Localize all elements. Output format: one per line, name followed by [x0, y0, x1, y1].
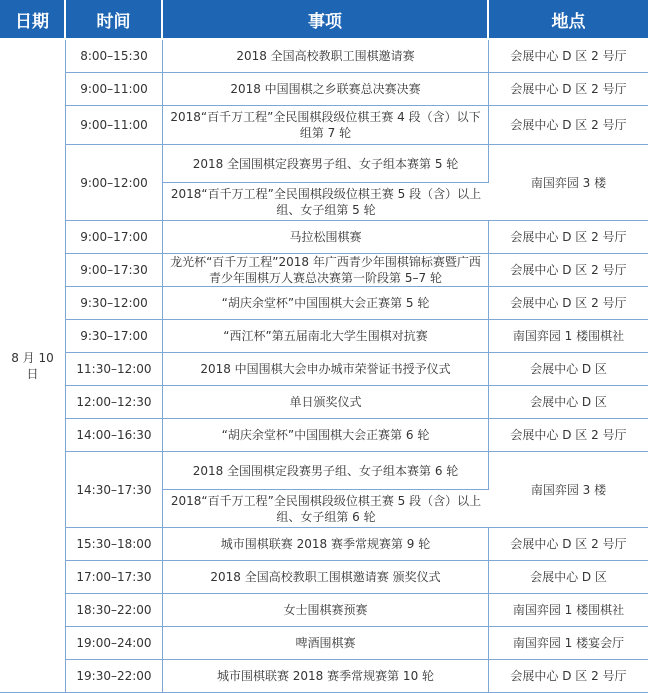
event-cell: 啤酒围棋赛	[163, 627, 489, 660]
table-row	[0, 320, 648, 353]
time-cell: 14:00–16:30	[66, 419, 163, 452]
venue-cell: 南国弈园 3 楼	[489, 145, 648, 221]
table-row	[0, 221, 648, 254]
time-cell: 14:30–17:30	[66, 452, 163, 528]
event-cell: “西江杯”第五届南北大学生围棋对抗赛	[163, 320, 489, 353]
time-cell: 9:30–17:00	[66, 320, 163, 353]
venue-cell: 会展中心 D 区 2 号厅	[489, 221, 648, 254]
venue-cell: 会展中心 D 区 2 号厅	[489, 73, 648, 106]
table-row	[0, 386, 648, 419]
venue-cell: 会展中心 D 区 2 号厅	[489, 40, 648, 73]
venue-cell: 南国弈园 1 楼围棋社	[489, 594, 648, 627]
event-cell: 女士围棋赛预赛	[163, 594, 489, 627]
event-cell: 马拉松围棋赛	[163, 221, 489, 254]
event-cell: 2018“百千万工程”全民围棋段级位棋王赛 5 段（含）以上组、女子组第 6 轮	[163, 490, 489, 528]
time-cell: 8:00–15:30	[66, 40, 163, 73]
venue-cell: 会展中心 D 区 2 号厅	[489, 106, 648, 145]
header-venue: 地点	[489, 0, 648, 40]
time-cell: 9:00–17:30	[66, 254, 163, 287]
time-cell: 9:30–12:00	[66, 287, 163, 320]
table-row	[0, 594, 648, 627]
venue-cell: 南国弈园 1 楼围棋社	[489, 320, 648, 353]
event-cell: 2018 全国围棋定段赛男子组、女子组本赛第 6 轮	[163, 452, 489, 490]
venue-cell: 会展中心 D 区 2 号厅	[489, 660, 648, 693]
venue-cell: 会展中心 D 区 2 号厅	[489, 254, 648, 287]
event-cell: 2018 中国围棋大会申办城市荣誉证书授予仪式	[163, 353, 489, 386]
event-cell: 单日颁奖仪式	[163, 386, 489, 419]
time-cell: 9:00–17:00	[66, 221, 163, 254]
venue-cell: 会展中心 D 区	[489, 386, 648, 419]
time-cell: 15:30–18:00	[66, 528, 163, 561]
time-cell: 12:00–12:30	[66, 386, 163, 419]
event-cell: 2018 全国高校教职工围棋邀请赛 颁奖仪式	[163, 561, 489, 594]
table-row	[0, 452, 648, 490]
table-row	[0, 660, 648, 693]
event-cell: 2018 全国高校教职工围棋邀请赛	[163, 40, 489, 73]
venue-cell: 会展中心 D 区 2 号厅	[489, 287, 648, 320]
table-row	[0, 287, 648, 320]
venue-cell: 会展中心 D 区 2 号厅	[489, 419, 648, 452]
event-cell: 城市围棋联赛 2018 赛季常规赛第 9 轮	[163, 528, 489, 561]
header-row	[0, 0, 648, 40]
time-cell: 19:30–22:00	[66, 660, 163, 693]
time-cell: 9:00–11:00	[66, 106, 163, 145]
time-cell: 19:00–24:00	[66, 627, 163, 660]
event-cell: 龙光杯“百千万工程”2018 年广西青少年围棋锦标赛暨广西青少年围棋万人赛总决赛第一阶段第 5–7 轮	[163, 254, 489, 287]
header-date: 日期	[0, 0, 66, 40]
header-event: 事项	[163, 0, 489, 40]
event-cell: 2018 全国围棋定段赛男子组、女子组本赛第 5 轮	[163, 145, 489, 183]
table-row	[0, 561, 648, 594]
table-row	[0, 254, 648, 287]
table-row	[0, 106, 648, 145]
time-cell: 18:30–22:00	[66, 594, 163, 627]
event-cell: 2018 中国围棋之乡联赛总决赛决赛	[163, 73, 489, 106]
time-cell: 9:00–11:00	[66, 73, 163, 106]
venue-cell: 会展中心 D 区	[489, 353, 648, 386]
time-cell: 11:30–12:00	[66, 353, 163, 386]
table-row	[0, 40, 648, 73]
table-row	[0, 627, 648, 660]
table-row	[0, 73, 648, 106]
table-row	[0, 419, 648, 452]
table-row	[0, 353, 648, 386]
venue-cell: 南国弈园 3 楼	[489, 452, 648, 528]
event-cell: “胡庆余堂杯”中国围棋大会正赛第 6 轮	[163, 419, 489, 452]
event-cell: 城市围棋联赛 2018 赛季常规赛第 10 轮	[163, 660, 489, 693]
venue-cell: 会展中心 D 区 2 号厅	[489, 528, 648, 561]
event-cell: 2018“百千万工程”全民围棋段级位棋王赛 4 段（含）以下组第 7 轮	[163, 106, 489, 145]
venue-cell: 南国弈园 1 楼宴会厅	[489, 627, 648, 660]
venue-cell: 会展中心 D 区	[489, 561, 648, 594]
date-cell: 8 月 10 日	[0, 40, 66, 693]
schedule-body	[0, 40, 648, 693]
header-time: 时间	[66, 0, 163, 40]
event-cell: “胡庆余堂杯”中国围棋大会正赛第 5 轮	[163, 287, 489, 320]
table-row	[0, 145, 648, 183]
time-cell: 9:00–12:00	[66, 145, 163, 221]
event-cell: 2018“百千万工程”全民围棋段级位棋王赛 5 段（含）以上组、女子组第 5 轮	[163, 183, 489, 221]
table-row	[0, 528, 648, 561]
time-cell: 17:00–17:30	[66, 561, 163, 594]
